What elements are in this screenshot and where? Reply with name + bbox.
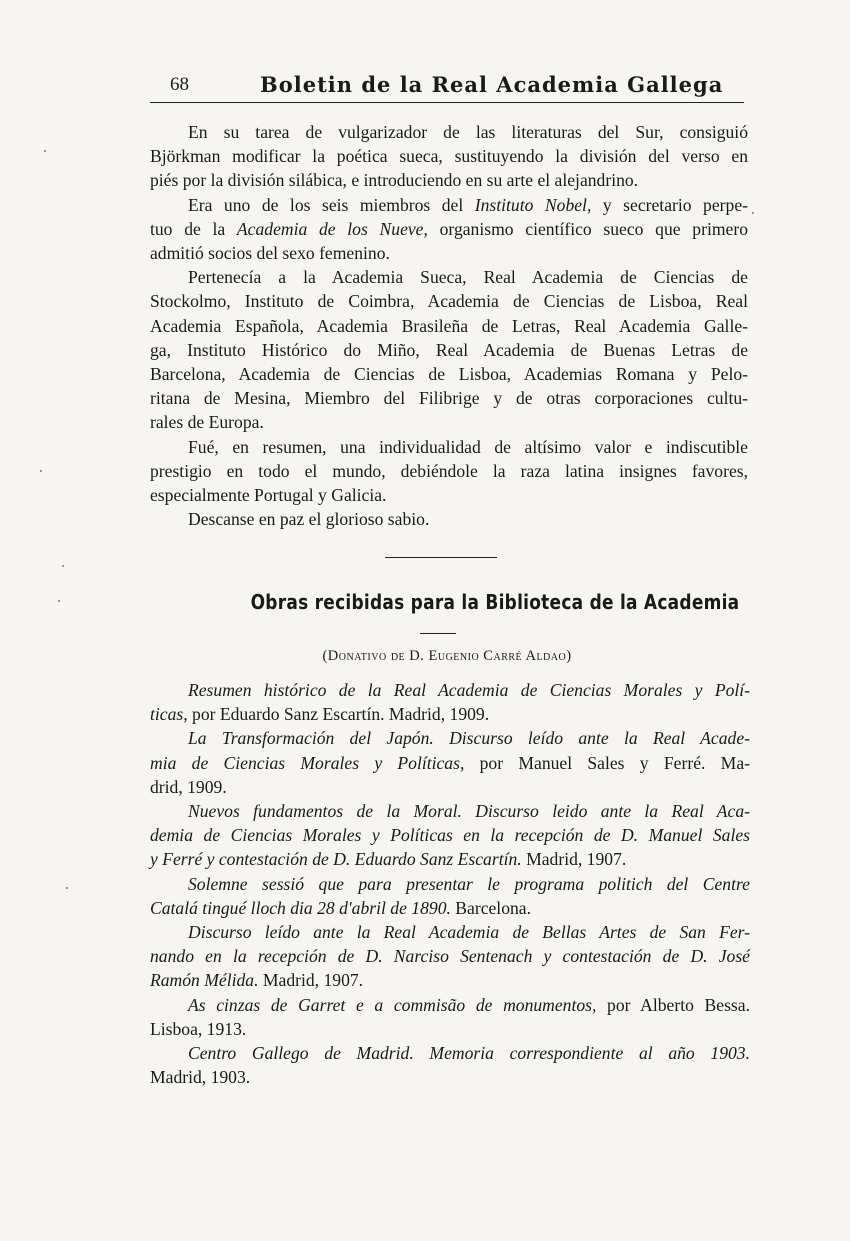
entry-title-fragment: y Ferré y contestación de D. Eduardo Sanz Escartín. xyxy=(150,849,522,870)
entry-line xyxy=(150,678,750,702)
entry-imprint-fragment: Lisboa, 1913. xyxy=(150,1018,247,1039)
entry-line xyxy=(150,775,750,799)
scan-speck xyxy=(752,212,754,214)
text-line: Pertenecía a la Academia Sueca, Real Academia de Ciencias de xyxy=(188,267,748,288)
entry-line xyxy=(150,726,750,750)
text-line xyxy=(150,217,748,241)
book-entry xyxy=(150,1041,750,1089)
text-line: Stockolmo, Instituto de Coimbra, Academia de Ciencias de Lisboa, Real xyxy=(150,291,748,312)
text-line: En su tarea de vulgarizador de las literaturas del Sur, consiguió xyxy=(188,122,748,142)
text-line: ga, Instituto Histórico do Miño, Real Academia de Buenas Letras de xyxy=(150,339,748,360)
entry-line xyxy=(150,702,750,726)
entry-imprint-fragment: Madrid, 1907. xyxy=(258,970,364,991)
entry-line xyxy=(150,920,750,944)
entry-imprint-fragment: por Eduardo Sanz Escartín. Madrid, 1909. xyxy=(187,704,490,725)
entry-title-fragment: ticas, xyxy=(150,704,188,725)
text-line: Fué, en resumen, una individualidad de altísimo valor e indiscutible xyxy=(188,436,748,457)
text-line: rales de Europa. xyxy=(150,412,264,433)
entry-line xyxy=(150,799,750,823)
paragraph-descanse xyxy=(150,507,748,531)
page-header xyxy=(150,70,744,103)
text-line: Björkman modificar la poética sueca, sustituyendo la división del verso en xyxy=(150,146,748,167)
entry-line xyxy=(150,968,750,992)
page-number: 68 xyxy=(170,74,189,95)
scan-speck xyxy=(58,600,60,602)
text-line: Barcelona, Academia de Ciencias de Lisboa, Academias Romana y Pelo- xyxy=(150,364,748,385)
entry-line xyxy=(150,751,750,775)
text-fragment: Era uno de los seis miembros del xyxy=(188,194,464,215)
paragraph-academias xyxy=(150,265,748,434)
text-line: prestigio en todo el mundo, debiéndole la raza latina insignes favores, xyxy=(150,460,748,481)
entry-title-fragment: mia de Ciencias Morales y Políticas, xyxy=(150,752,465,773)
book-entry xyxy=(150,920,750,993)
entry-title-fragment: La Transformación del Japón. Discurso leído ante la Real Acade- xyxy=(188,728,750,749)
book-entry xyxy=(150,872,750,920)
entry-title-fragment: Discurso leído ante la Real Academia de Bellas Artes de San Fer- xyxy=(188,922,750,943)
entry-imprint-fragment: Barcelona. xyxy=(450,897,531,918)
entry-line xyxy=(150,1017,750,1041)
entry-title-fragment: demia de Ciencias Morales y Políticas en la recepción de D. Manuel Sales xyxy=(150,825,750,846)
book-entry xyxy=(150,726,750,799)
entry-title-fragment: Solemne sessió que para presentar le programa politich del Centre xyxy=(188,873,750,894)
text-line: Descanse en paz el glorioso sabio. xyxy=(188,509,430,530)
text-fragment: organismo científico sueco que primero xyxy=(439,218,748,239)
paragraph-resumen xyxy=(150,435,748,508)
book-entry xyxy=(150,993,750,1041)
paragraph-vulgarizador xyxy=(150,120,748,193)
entry-title-fragment: Ramón Mélida. xyxy=(150,970,259,991)
article-body xyxy=(150,120,748,531)
entry-line xyxy=(150,847,750,871)
entry-line xyxy=(150,1065,750,1089)
text-fragment: y secretario perpe- xyxy=(602,194,748,215)
title-underline xyxy=(420,633,456,634)
entry-title-fragment: As cinzas de Garret e a commisão de monumentos, xyxy=(188,994,597,1015)
donation-note: (Donativo de D. Eugenio Carré Aldao) xyxy=(322,648,572,664)
book-list xyxy=(150,678,750,1089)
entry-line xyxy=(150,823,750,847)
section-divider xyxy=(385,557,497,558)
entry-imprint-fragment: Madrid, 1903. xyxy=(150,1067,251,1088)
entry-title-fragment: Resumen histórico de la Real Academia de Ciencias Morales y Polí- xyxy=(188,680,750,700)
entry-imprint-fragment: por Alberto Bessa. xyxy=(596,994,750,1015)
text-line: piés por la división silábica, e introduciendo en su arte el alejandrino. xyxy=(150,170,639,191)
entry-line xyxy=(150,896,750,920)
book-entry xyxy=(150,678,750,726)
paragraph-nobel xyxy=(150,193,748,266)
text-line: admitió socios del sexo femenino. xyxy=(150,243,390,264)
text-line xyxy=(150,193,748,217)
text-line: especialmente Portugal y Galicia. xyxy=(150,485,387,506)
entry-imprint-fragment: drid, 1909. xyxy=(150,776,227,797)
text-line: ritana de Mesina, Miembro del Filibrige y de otras corporaciones cultu- xyxy=(150,388,748,409)
entry-title-fragment: nando en la recepción de D. Narciso Sentenach y contestación de D. José xyxy=(150,946,750,967)
scan-speck xyxy=(62,565,64,567)
text-fragment: tuo de la xyxy=(150,218,226,239)
entry-line xyxy=(150,1041,750,1065)
entry-title-fragment: Catalá tingué lloch dia 28 d'abril de 1890. xyxy=(150,897,451,918)
entry-line xyxy=(150,872,750,896)
scan-speck xyxy=(44,150,46,152)
italic-fragment: Academia de los Nueve, xyxy=(236,218,428,239)
italic-fragment: Instituto Nobel, xyxy=(474,194,592,215)
text-line: Academia Española, Academia Brasileña de Letras, Real Academia Galle- xyxy=(150,315,748,336)
running-title: Boletin de la Real Academia Gallega xyxy=(260,72,724,97)
entry-title-fragment: Nuevos fundamentos de la Moral. Discurso leido ante la Real Aca- xyxy=(188,801,750,822)
entry-imprint-fragment: Madrid, 1907. xyxy=(521,849,627,870)
entry-line xyxy=(150,944,750,968)
scan-speck xyxy=(40,470,42,472)
book-entry xyxy=(150,799,750,872)
entry-imprint-fragment: por Manuel Sales y Ferré. Ma- xyxy=(464,752,750,773)
entry-line xyxy=(150,993,750,1017)
entry-title-fragment: Centro Gallego de Madrid. Memoria correspondiente al año 1903. xyxy=(188,1043,750,1064)
section-title: Obras recibidas para la Biblioteca de la Academia xyxy=(250,590,740,614)
scan-speck xyxy=(66,887,68,889)
